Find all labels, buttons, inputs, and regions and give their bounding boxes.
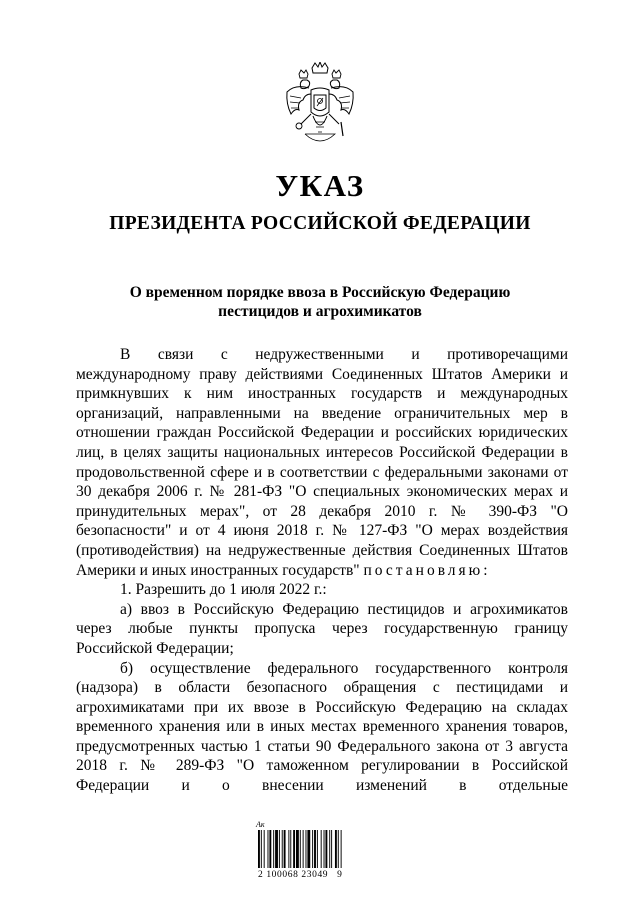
barcode-number: 2 100068 23049 9 bbox=[258, 870, 343, 880]
decree-word: постановляю: bbox=[363, 561, 491, 579]
item-1a: а) ввоз в Российскую Федерацию пестицидов и агрохимикатов через любые пункты пропуска через государственную границу Российской Федерации; bbox=[76, 600, 568, 657]
russian-coat-of-arms-icon bbox=[283, 62, 357, 148]
document-subtitle: ПРЕЗИДЕНТА РОССИЙСКОЙ ФЕДЕРАЦИИ bbox=[109, 213, 531, 234]
subject-line-2: пестицидов и агрохимикатов bbox=[218, 303, 422, 320]
document-title: УКАЗ bbox=[275, 168, 365, 203]
preamble-text: В связи с недружественными и противоречащими международному праву действиями Соединенных Штатов Америки и примкнувших к ним иностранных государств и международных организаций, направленными на введение ограничительных мер в отношении граждан Российской Федерации и российских юридических лиц, в целях защиты национальных интересов Российской Федерации в продовольственной сфере и в соответствии с федеральными законами от 30 декабря 2006 г. № 281-ФЗ "О специальных экономических мерах и принудительных мерах", от 28 декабря 2010 г. № 390-ФЗ "О безопасности" и от 4 июня 2018 г. № 127-ФЗ "О мерах воздействия (противодействия) на недружественные действия Соединенных Штатов Америки и иных иностранных государств" bbox=[76, 346, 568, 579]
item-1b: б) осуществление федерального государственного контроля (надзора) в области безопасного обращения с пестицидами и агрохимикатами при их ввозе в Российскую Федерацию на складах временного хранения или в иных местах временного хранения товаров, предусмотренных частью 1 статьи 90 Федерального закона от 3 августа 2018 г. № 289-ФЗ "О таможенном регулировании в Российской Федерации и о внесении изменений в отдельные bbox=[76, 659, 568, 795]
preamble-paragraph bbox=[76, 345, 568, 580]
barcode-icon bbox=[256, 830, 386, 868]
barcode-block bbox=[256, 820, 386, 882]
item-1: 1. Разрешить до 1 июля 2022 г.: bbox=[120, 581, 327, 599]
document-body bbox=[76, 345, 568, 796]
document-subject bbox=[0, 283, 640, 321]
subject-line-1: О временном порядке ввоза в Российскую Федерацию bbox=[129, 284, 511, 301]
barcode-mark: Ак bbox=[256, 820, 265, 829]
